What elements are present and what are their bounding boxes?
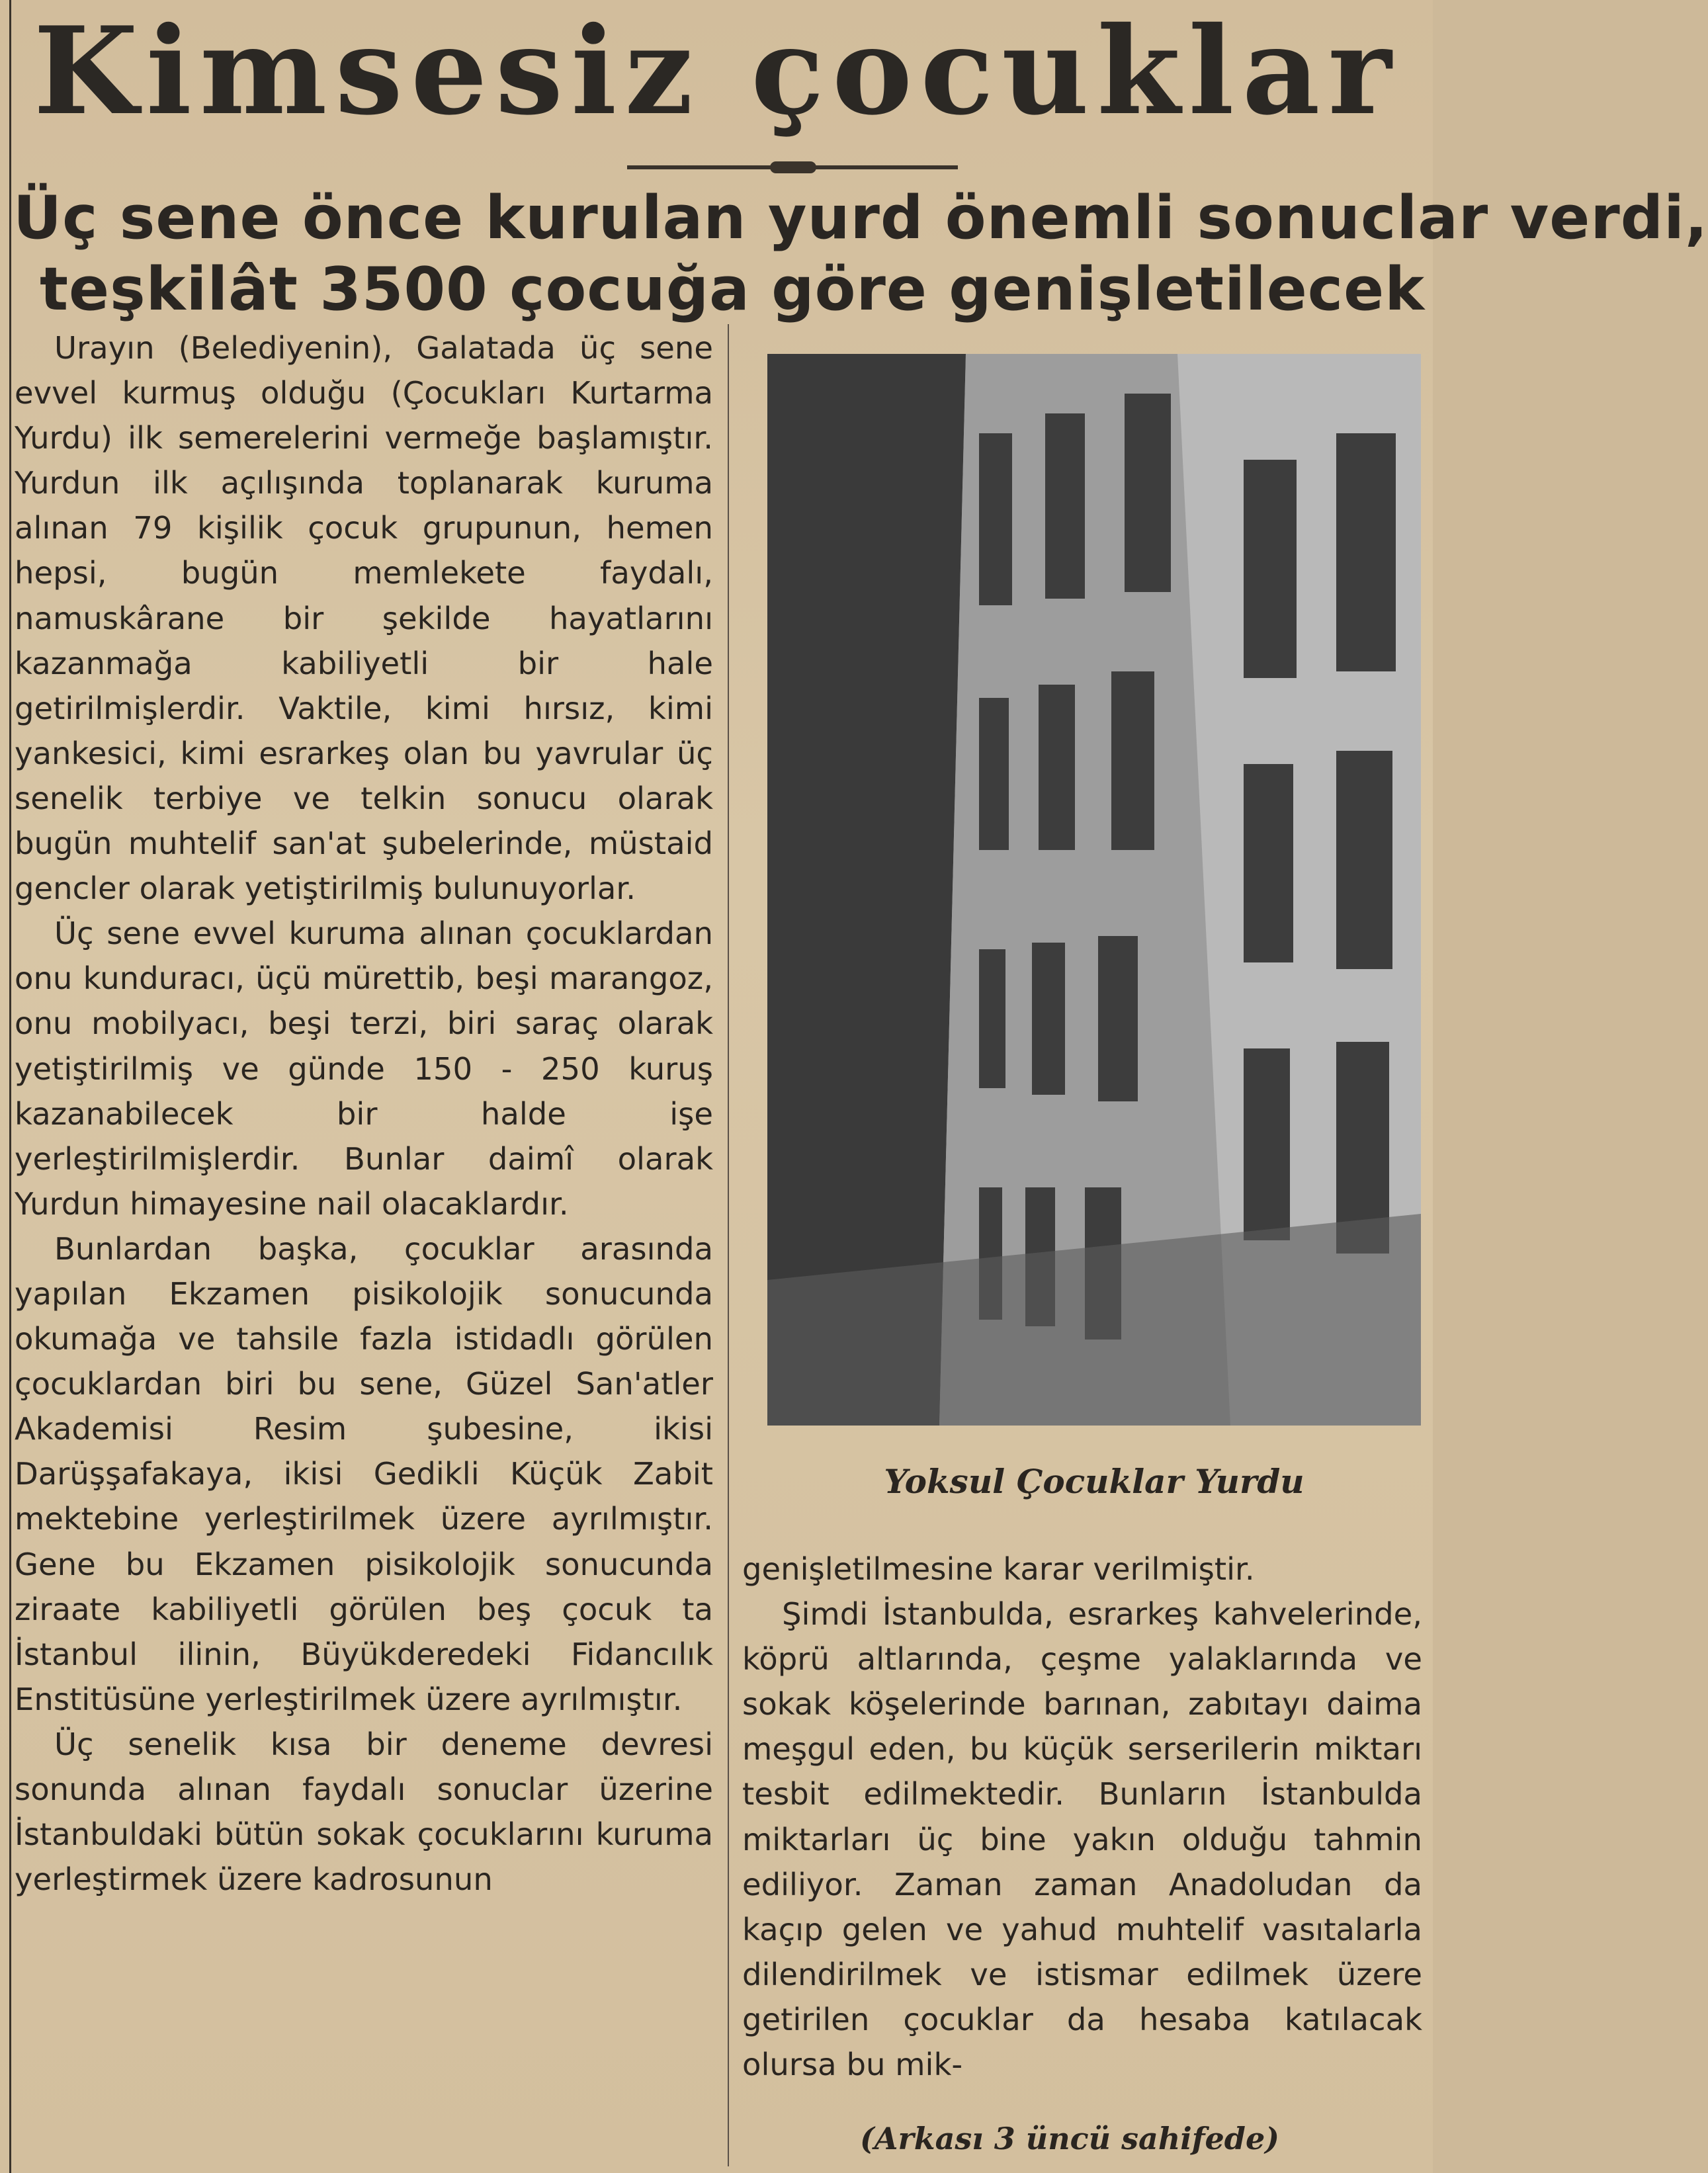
paragraph: Bunlardan başka, çocuklar arasında yapılan Ekzamen pisikolojik sonucunda okumağa ve tahsile fazla istidadlı görülen çocuklardan biri bu sene, Güzel San'atler Akademisi Resim şubesine, ikisi Darüşşafakaya, ikisi Gedikli Küçük Zabit mektebine yerleştirilmek üzere ayrılmıştır. Gene bu Ekzamen pisikolojik sonucunda ziraate kabiliyetli görülen beş çocuk ta İstanbul ilinin, Büyükderedeki Fidancılık Enstitüsüne yerleştirilmek üzere ayrılmıştır. <box>15 1230 713 1717</box>
headline-rule-ornament <box>770 161 816 173</box>
building-facade-image <box>767 354 1421 1426</box>
continued-note: (Arkası 3 üncü sahifede) <box>860 2121 1280 2156</box>
article-column-2 <box>742 1547 1422 2087</box>
paragraph: Üç senelik kısa bir deneme devresi sonunda alınan faydalı sonuclar üzerine İstanbuldaki bütün sokak çocuklarını kuruma yerleştirmek üzere kadrosunun <box>15 1726 713 1898</box>
subheadline-2: teşkilât 3500 çocuğa göre genişletilecek <box>40 255 1426 324</box>
headline: Kimsesiz çocuklar <box>33 0 1400 142</box>
paragraph: genişletilmesine karar verilmiştir. <box>742 1551 1255 1587</box>
orphanage-building-photo <box>767 354 1421 1426</box>
column-divider <box>728 324 729 2166</box>
paragraph: Üç sene evvel kuruma alınan çocuklardan onu kunduracı, üçü mürettib, beşi marangoz, onu mobilyacı, beşi terzi, biri saraç olarak yetiştirilmiş ve günde 150 - 250 kuruş kazanabilecek bir halde işe yerleştirilmişlerdir. Bunlar daimî olarak Yurdun himayesine nail olacaklardır. <box>15 916 713 1222</box>
left-border-line <box>9 0 11 2173</box>
article-column-1 <box>15 325 713 1902</box>
photo-caption: Yoksul Çocuklar Yurdu <box>884 1462 1304 1501</box>
subheadline-1: Üç sene önce kurulan yurd önemli sonuclar verdi, <box>13 183 1708 253</box>
paragraph: Şimdi İstanbulda, esrarkeş kahvelerinde, köprü altlarında, çeşme yalaklarında ve sokak köşelerinde barınan, zabıtayı daima meşgul eden, bu küçük serserilerin miktarı tesbit edilmektedir. Bunların İstanbulda miktarları üç bine yakın olduğu tahmin ediliyor. Zaman zaman Anadoludan da kaçıp gelen ve yahud muhtelif vasıtalarla dilendirilmek ve istismar edilmek üzere getirilen çocuklar da hesaba katılacak olursa bu mik- <box>742 1596 1422 2083</box>
paragraph: Urayın (Belediyenin), Galatada üç sene evvel kurmuş olduğu (Çocukları Kurtarma Yurdu) ilk semerelerini vermeğe başlamıştır. Yurdun ilk açılışında toplanarak kuruma alınan 79 kişilik çocuk grupunun, hemen hepsi, bugün memlekete faydalı, namuskârane bir şekilde hayatlarını kazanmağa kabiliyetli bir hale getirilmişlerdir. Vaktile, kimi hırsız, kimi yankesici, kimi esrarkeş olan bu yavrular üç senelik terbiye ve telkin sonucu olarak bugün muhtelif san'at şubelerinde, müstaid gencler olarak yetiştirilmiş bulunuyorlar. <box>15 330 713 907</box>
